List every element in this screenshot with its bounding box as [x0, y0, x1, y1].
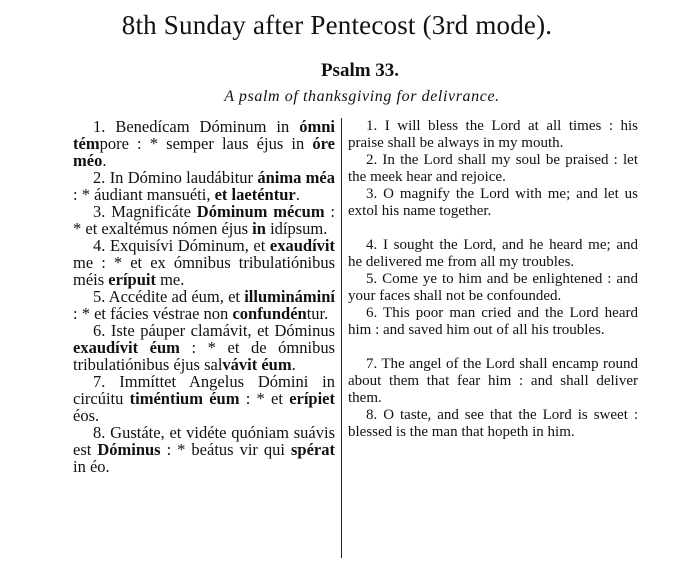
accent-syllables: confundén	[232, 304, 307, 323]
latin-verse-2	[73, 169, 335, 203]
verse-text: me.	[155, 270, 185, 289]
verse-text: .	[295, 185, 300, 204]
accent-syllables: óre méo	[73, 134, 335, 170]
psalm-heading: Psalm 33.	[320, 60, 400, 81]
accent-syllables: illumináminí	[244, 287, 335, 306]
accent-syllables: in	[252, 219, 266, 238]
verse-text: : * et	[239, 389, 290, 408]
verse-text: .	[291, 355, 296, 374]
accent-syllables: mécum	[273, 202, 325, 221]
latin-verse-6	[73, 322, 335, 373]
verse-text: pore : * semper laus éjus in	[99, 134, 313, 153]
verse-text: : * áudiant mansuéti,	[73, 185, 215, 204]
accent-syllables: exaudívit éum	[73, 338, 180, 357]
verse-text: 1. Benedícam Dóminum in	[93, 117, 300, 136]
latin-verse-5	[73, 288, 335, 322]
accent-syllables: Dóminus	[97, 440, 161, 459]
latin-verse-3	[73, 203, 335, 237]
verse-text: in éo.	[73, 457, 110, 476]
verse-text: 6. Iste páuper clamávit, et Dóminus	[93, 321, 335, 340]
verse-text: idípsum.	[265, 219, 328, 238]
english-verse-1: 1. I will bless the Lord at all times : his praise shall be always in my mouth.	[348, 118, 638, 151]
verse-text: : * et fácies véstrae non	[73, 304, 233, 323]
verse-text: éos.	[73, 406, 100, 425]
verse-text: : * et exaltémus nómen éjus	[73, 202, 336, 238]
accent-syllables: erípuit	[108, 270, 156, 289]
accent-syllables: éum	[209, 389, 240, 408]
accent-syllables: exaudívit	[269, 236, 335, 255]
english-verse-2: 2. In the Lord shall my soul be praised : let the meek hear and rejoice.	[348, 152, 638, 185]
verse-text: 4. Exquisívi Dóminum, et	[93, 236, 270, 255]
verse-text: 5. Accédite ad éum, et	[93, 287, 245, 306]
verse-text: : * et de ómnibus tribulatiónibus éjus sal	[73, 338, 335, 374]
verse-text: me : * et ex ómnibus tribulatiónibus méis	[73, 253, 335, 289]
english-verse-7: 7. The angel of the Lord shall encamp round about them that fear him : and shall deliver them.	[348, 356, 638, 406]
latin-verse-8	[73, 424, 335, 475]
accent-syllables: téntur	[251, 185, 296, 204]
accent-syllables: timéntium	[129, 389, 203, 408]
accent-syllables: ánima méa	[257, 168, 335, 187]
english-verse-5: 5. Come ye to him and be enlightened : and your faces shall not be confounded.	[348, 271, 638, 304]
accent-syllables: ómni tém	[73, 117, 335, 153]
latin-verse-7	[73, 373, 335, 424]
english-column	[348, 118, 638, 441]
column-divider	[341, 118, 342, 558]
latin-verse-1	[73, 118, 335, 169]
verse-text: 8. Gustáte, et vidéte quóniam suávis est	[73, 423, 335, 459]
accent-syllables: Dóminum	[196, 202, 268, 221]
page-title: 8th Sunday after Pentecost (3rd mode).	[121, 10, 553, 40]
accent-syllables: erípiet	[289, 389, 335, 408]
verse-text: tur.	[306, 304, 329, 323]
accent-syllables: vávit éum	[222, 355, 292, 374]
english-verse-6: 6. This poor man cried and the Lord heard him : and saved him out of all his troubles.	[348, 305, 638, 338]
verse-text: 3. Magnificáte	[93, 202, 197, 221]
latin-column	[73, 118, 335, 475]
verse-text: : * beátus vir qui	[160, 440, 291, 459]
english-verse-8: 8. O taste, and see that the Lord is sweet : blessed is the man that hopeth in him.	[348, 407, 638, 440]
latin-verse-4	[73, 237, 335, 288]
psalm-subtitle: A psalm of thanksgiving for delivrance.	[224, 88, 500, 105]
accent-syllables: et lae	[214, 185, 252, 204]
verse-text: 7. Immíttet Angelus Dómini in circúitu	[73, 372, 335, 408]
english-verse-3: 3. O magnify the Lord with me; and let us extol his name together.	[348, 186, 638, 219]
verse-text: .	[102, 151, 107, 170]
accent-syllables: spérat	[290, 440, 335, 459]
english-verse-4: 4. I sought the Lord, and he heard me; and he delivered me from all my troubles.	[348, 237, 638, 270]
verse-text: 2. In Dómino laudábitur	[93, 168, 258, 187]
